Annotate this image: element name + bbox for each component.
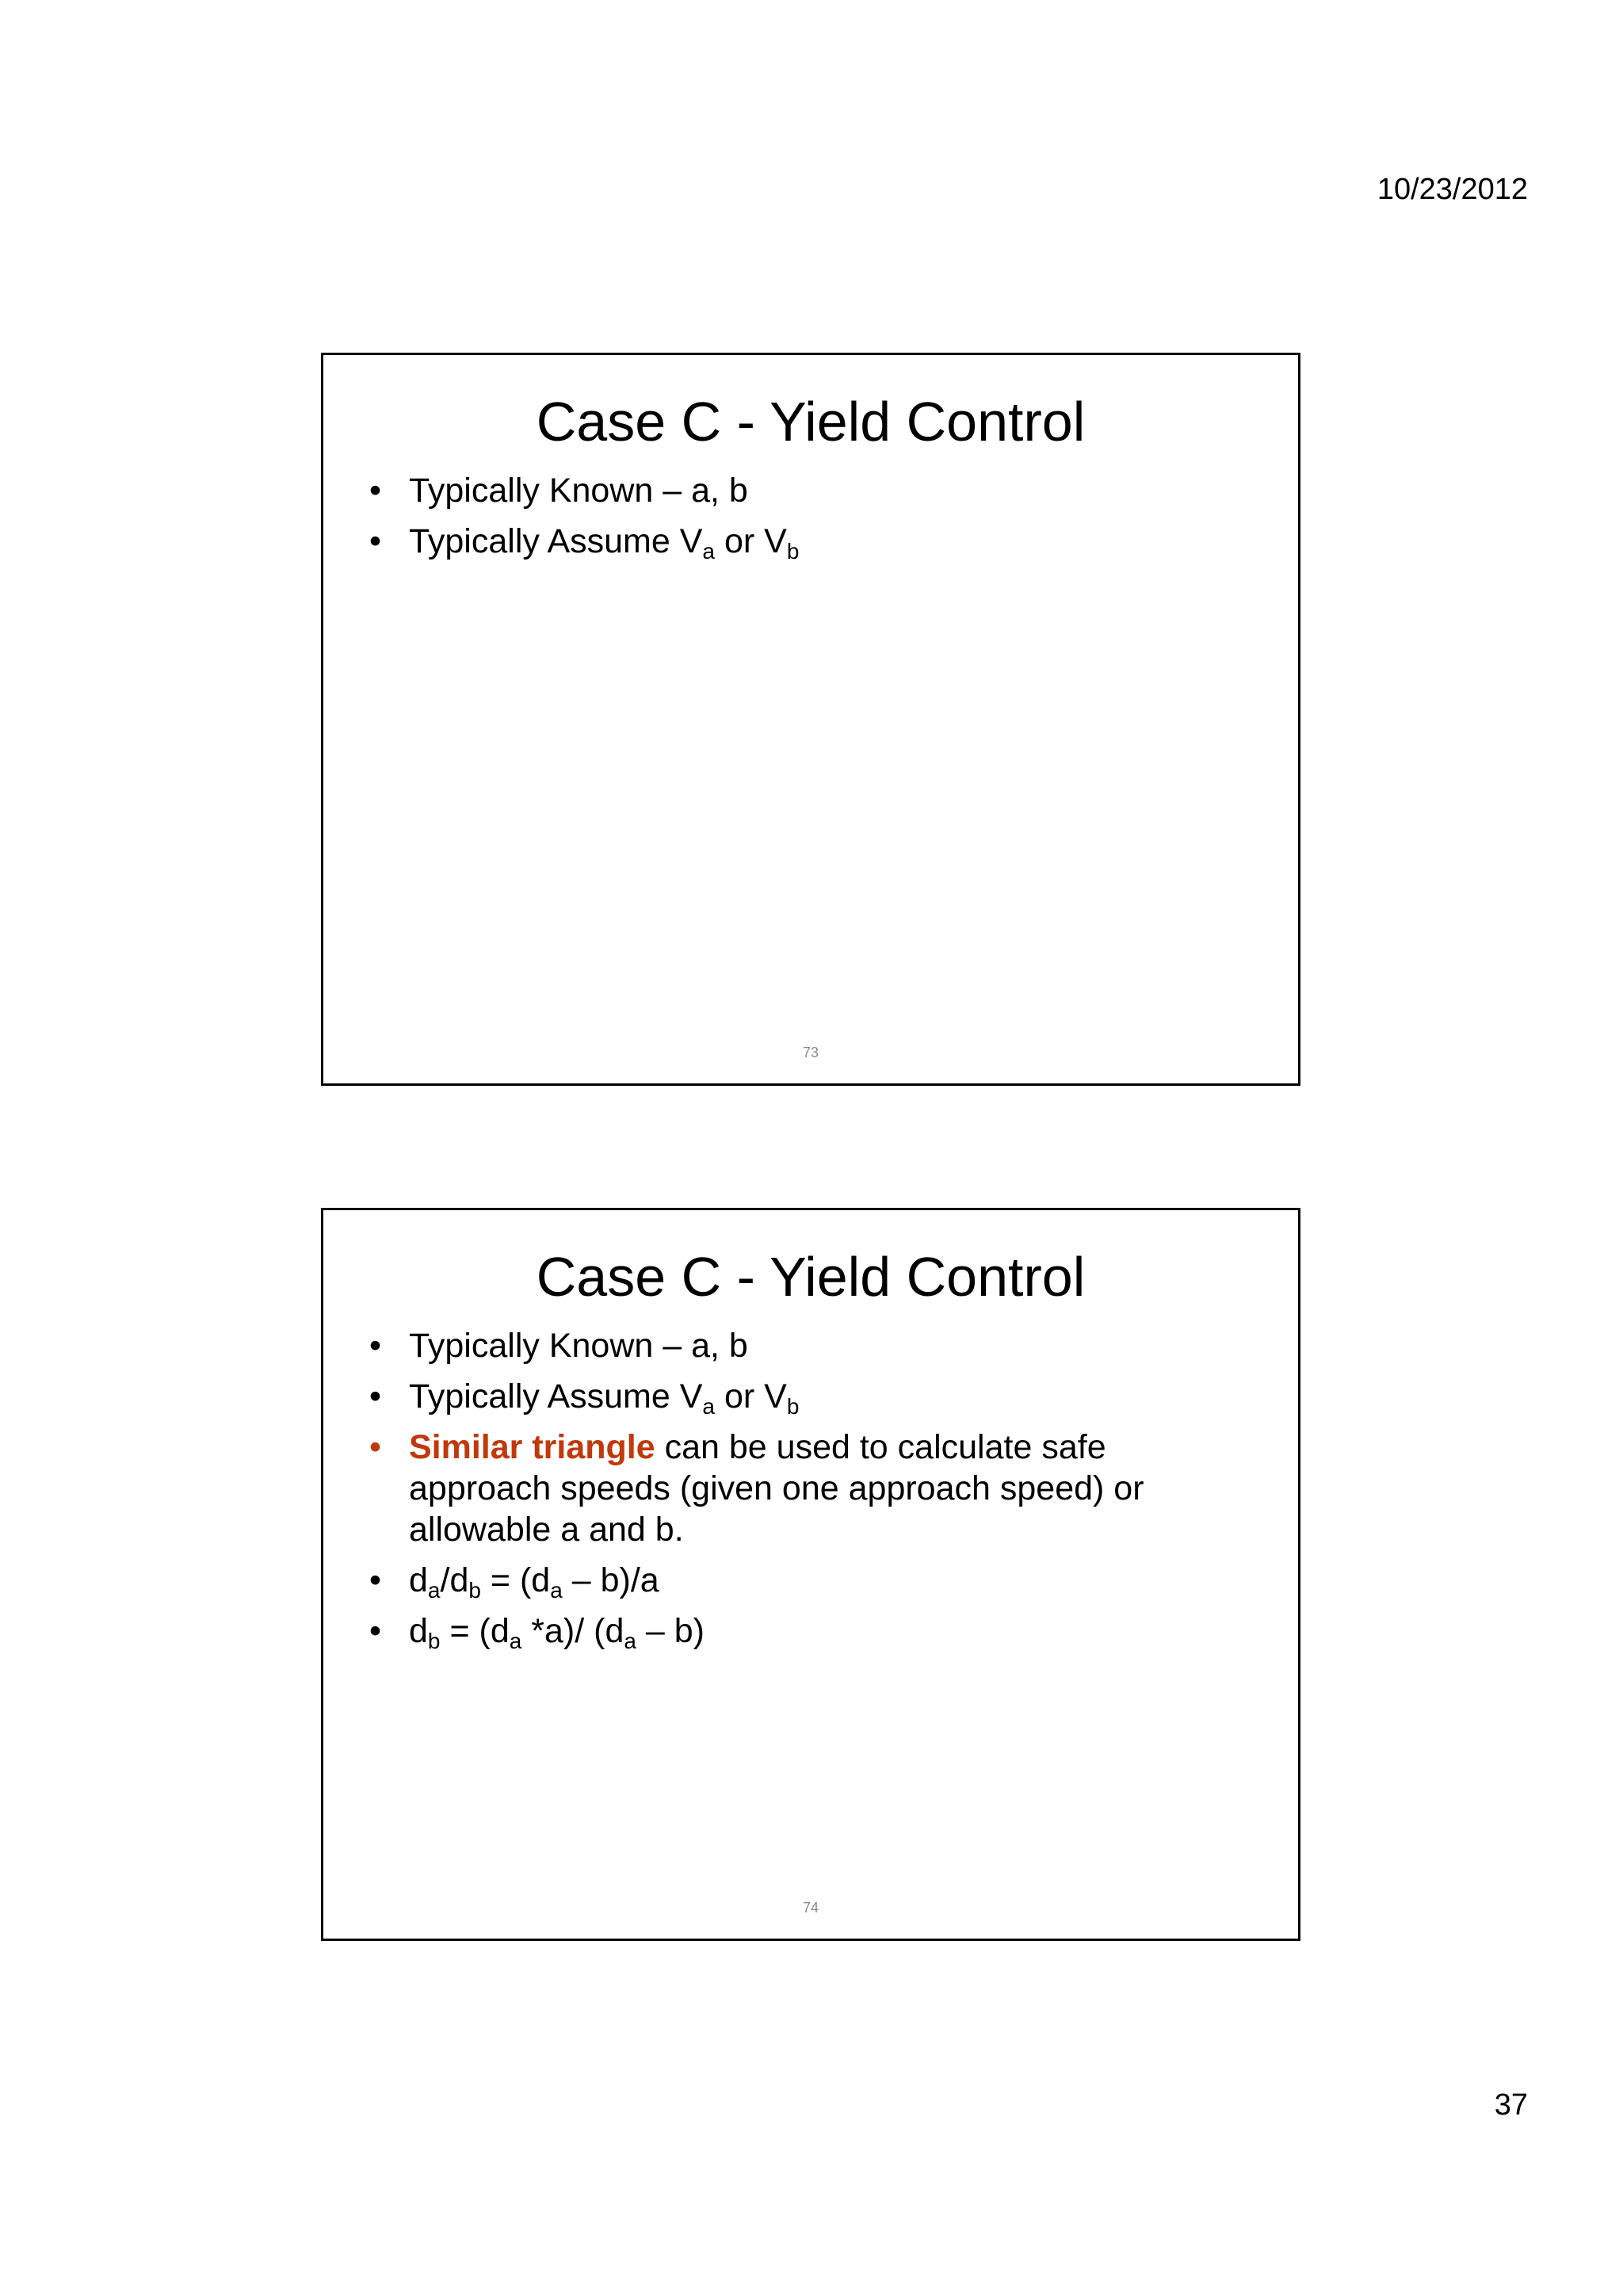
bullet-icon: • [369, 1561, 382, 1599]
bullet-icon: • [369, 1612, 382, 1650]
highlight-text: Similar triangle [409, 1428, 655, 1466]
bullet-list [369, 470, 1203, 571]
slide-number: 73 [802, 1045, 819, 1060]
bullet-icon: • [369, 1377, 382, 1415]
bullet-item: • $d_a/d_b = (d_a - b)/a$ [369, 1561, 659, 1603]
bullet-icon: • [369, 1327, 382, 1365]
page-date: 10/23/2012 [1377, 173, 1528, 206]
bullet-item: • $d_b = (d_a$ *a)/ $(d_a - b)$ [369, 1612, 705, 1653]
slide-number: 74 [802, 1900, 819, 1916]
bullet-item: • Typically Assume $V_a$ or $V_b$ [369, 522, 800, 563]
bullet-icon: • [369, 522, 382, 560]
bullet-list [369, 1325, 1203, 1661]
bullet-item: • Similar triangle can be used to calculate safe approach speeds (given one approach speed) or allowable a and b. [369, 1428, 1144, 1549]
slide-title: Case C - Yield Control [536, 1246, 1086, 1308]
bullet-item: • Typically Assume $V_a$ or $V_b$ [369, 1377, 800, 1419]
bullet-icon: • [369, 1428, 382, 1466]
page-number: 37 [1494, 2088, 1528, 2122]
slide-74 [321, 1208, 1300, 1941]
bullet-item: • Typically Known – a, b [369, 472, 748, 510]
slide-73 [321, 353, 1300, 1086]
bullet-item: • Typically Known – a, b [369, 1327, 748, 1365]
bullet-icon: • [369, 472, 382, 510]
slide-title: Case C - Yield Control [536, 391, 1086, 453]
